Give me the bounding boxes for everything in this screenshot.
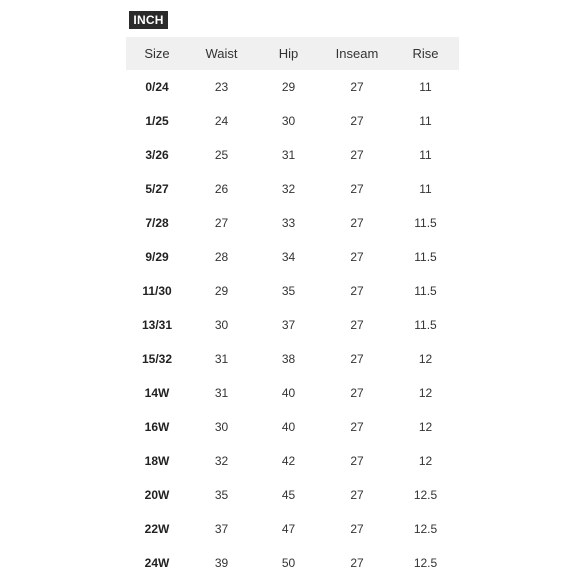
size-cell: 15/32 bbox=[141, 352, 173, 366]
table-row bbox=[126, 478, 459, 512]
inseam-cell: 27 bbox=[350, 556, 364, 570]
rise-cell: 11.5 bbox=[414, 318, 437, 332]
size-cell: 0/24 bbox=[145, 80, 169, 94]
rise-cell: 12 bbox=[418, 454, 433, 468]
table-body bbox=[126, 70, 459, 580]
table-row bbox=[126, 104, 459, 138]
size-cell: 11/30 bbox=[142, 284, 172, 298]
hip-cell: 30 bbox=[281, 114, 296, 128]
waist-cell: 31 bbox=[214, 352, 229, 366]
table-row bbox=[126, 240, 459, 274]
rise-cell: 12.5 bbox=[413, 556, 438, 570]
waist-cell: 32 bbox=[214, 454, 229, 468]
rise-cell: 11 bbox=[419, 182, 432, 196]
inseam-cell: 27 bbox=[350, 284, 364, 298]
header-inseam: Inseam bbox=[335, 46, 379, 61]
header-row bbox=[126, 37, 459, 70]
table-row bbox=[126, 308, 459, 342]
hip-cell: 47 bbox=[281, 522, 296, 536]
size-cell: 9/29 bbox=[145, 250, 169, 264]
table-row bbox=[126, 206, 459, 240]
rise-cell: 12.5 bbox=[413, 522, 438, 536]
table-row bbox=[126, 138, 459, 172]
rise-cell: 11 bbox=[419, 148, 432, 162]
size-cell: 13/31 bbox=[141, 318, 173, 332]
hip-cell: 40 bbox=[281, 420, 296, 434]
hip-cell: 45 bbox=[281, 488, 296, 502]
hip-cell: 32 bbox=[281, 182, 296, 196]
waist-cell: 27 bbox=[214, 216, 229, 230]
size-cell: 18W bbox=[144, 454, 170, 468]
size-cell: 7/28 bbox=[145, 216, 169, 230]
inseam-cell: 27 bbox=[350, 420, 364, 434]
waist-cell: 39 bbox=[214, 556, 229, 570]
rise-cell: 11.5 bbox=[414, 284, 437, 298]
table-row bbox=[126, 274, 459, 308]
table-row bbox=[126, 342, 459, 376]
table-row bbox=[126, 376, 459, 410]
table-row bbox=[126, 70, 459, 104]
waist-cell: 28 bbox=[214, 250, 229, 264]
rise-cell: 12 bbox=[418, 352, 433, 366]
waist-cell: 24 bbox=[214, 114, 229, 128]
rise-cell: 12 bbox=[418, 386, 433, 400]
inseam-cell: 27 bbox=[350, 114, 364, 128]
table-row bbox=[126, 410, 459, 444]
table-row bbox=[126, 172, 459, 206]
size-cell: 20W bbox=[144, 488, 170, 502]
size-chart-table bbox=[126, 37, 459, 580]
inseam-cell: 27 bbox=[350, 318, 364, 332]
table-row bbox=[126, 512, 459, 546]
hip-cell: 33 bbox=[281, 216, 296, 230]
unit-badge: INCH bbox=[129, 11, 168, 29]
hip-cell: 31 bbox=[281, 148, 296, 162]
size-cell: 1/25 bbox=[145, 114, 169, 128]
header-hip: Hip bbox=[278, 46, 299, 61]
size-cell: 14W bbox=[144, 386, 170, 400]
size-cell: 16W bbox=[144, 420, 170, 434]
hip-cell: 40 bbox=[281, 386, 296, 400]
header-rise: Rise bbox=[412, 46, 439, 61]
rise-cell: 11 bbox=[419, 114, 432, 128]
size-cell: 5/27 bbox=[145, 182, 169, 196]
hip-cell: 35 bbox=[281, 284, 296, 298]
header-size: Size bbox=[144, 46, 170, 61]
rise-cell: 11.5 bbox=[414, 216, 437, 230]
waist-cell: 30 bbox=[214, 318, 229, 332]
header-waist: Waist bbox=[205, 46, 238, 61]
waist-cell: 30 bbox=[214, 420, 229, 434]
rise-cell: 12.5 bbox=[413, 488, 438, 502]
size-cell: 3/26 bbox=[145, 148, 169, 162]
hip-cell: 29 bbox=[281, 80, 296, 94]
inseam-cell: 27 bbox=[350, 216, 364, 230]
inseam-cell: 27 bbox=[350, 386, 364, 400]
hip-cell: 34 bbox=[281, 250, 296, 264]
inseam-cell: 27 bbox=[350, 522, 364, 536]
hip-cell: 42 bbox=[281, 454, 296, 468]
waist-cell: 29 bbox=[214, 284, 229, 298]
size-cell: 22W bbox=[144, 522, 170, 536]
rise-cell: 11.5 bbox=[414, 250, 437, 264]
waist-cell: 25 bbox=[214, 148, 229, 162]
rise-cell: 11 bbox=[419, 80, 432, 94]
waist-cell: 31 bbox=[214, 386, 229, 400]
waist-cell: 26 bbox=[214, 182, 229, 196]
inseam-cell: 27 bbox=[350, 454, 364, 468]
inseam-cell: 27 bbox=[350, 148, 364, 162]
waist-cell: 35 bbox=[214, 488, 229, 502]
inseam-cell: 27 bbox=[350, 488, 364, 502]
rise-cell: 12 bbox=[418, 420, 433, 434]
inseam-cell: 27 bbox=[350, 80, 364, 94]
inseam-cell: 27 bbox=[350, 182, 364, 196]
hip-cell: 37 bbox=[281, 318, 296, 332]
waist-cell: 37 bbox=[214, 522, 229, 536]
table-row bbox=[126, 546, 459, 580]
table-row bbox=[126, 444, 459, 478]
inseam-cell: 27 bbox=[350, 352, 364, 366]
size-cell: 24W bbox=[144, 556, 170, 570]
waist-cell: 23 bbox=[214, 80, 229, 94]
hip-cell: 38 bbox=[281, 352, 296, 366]
hip-cell: 50 bbox=[281, 556, 296, 570]
table-header bbox=[126, 37, 459, 70]
inseam-cell: 27 bbox=[350, 250, 364, 264]
